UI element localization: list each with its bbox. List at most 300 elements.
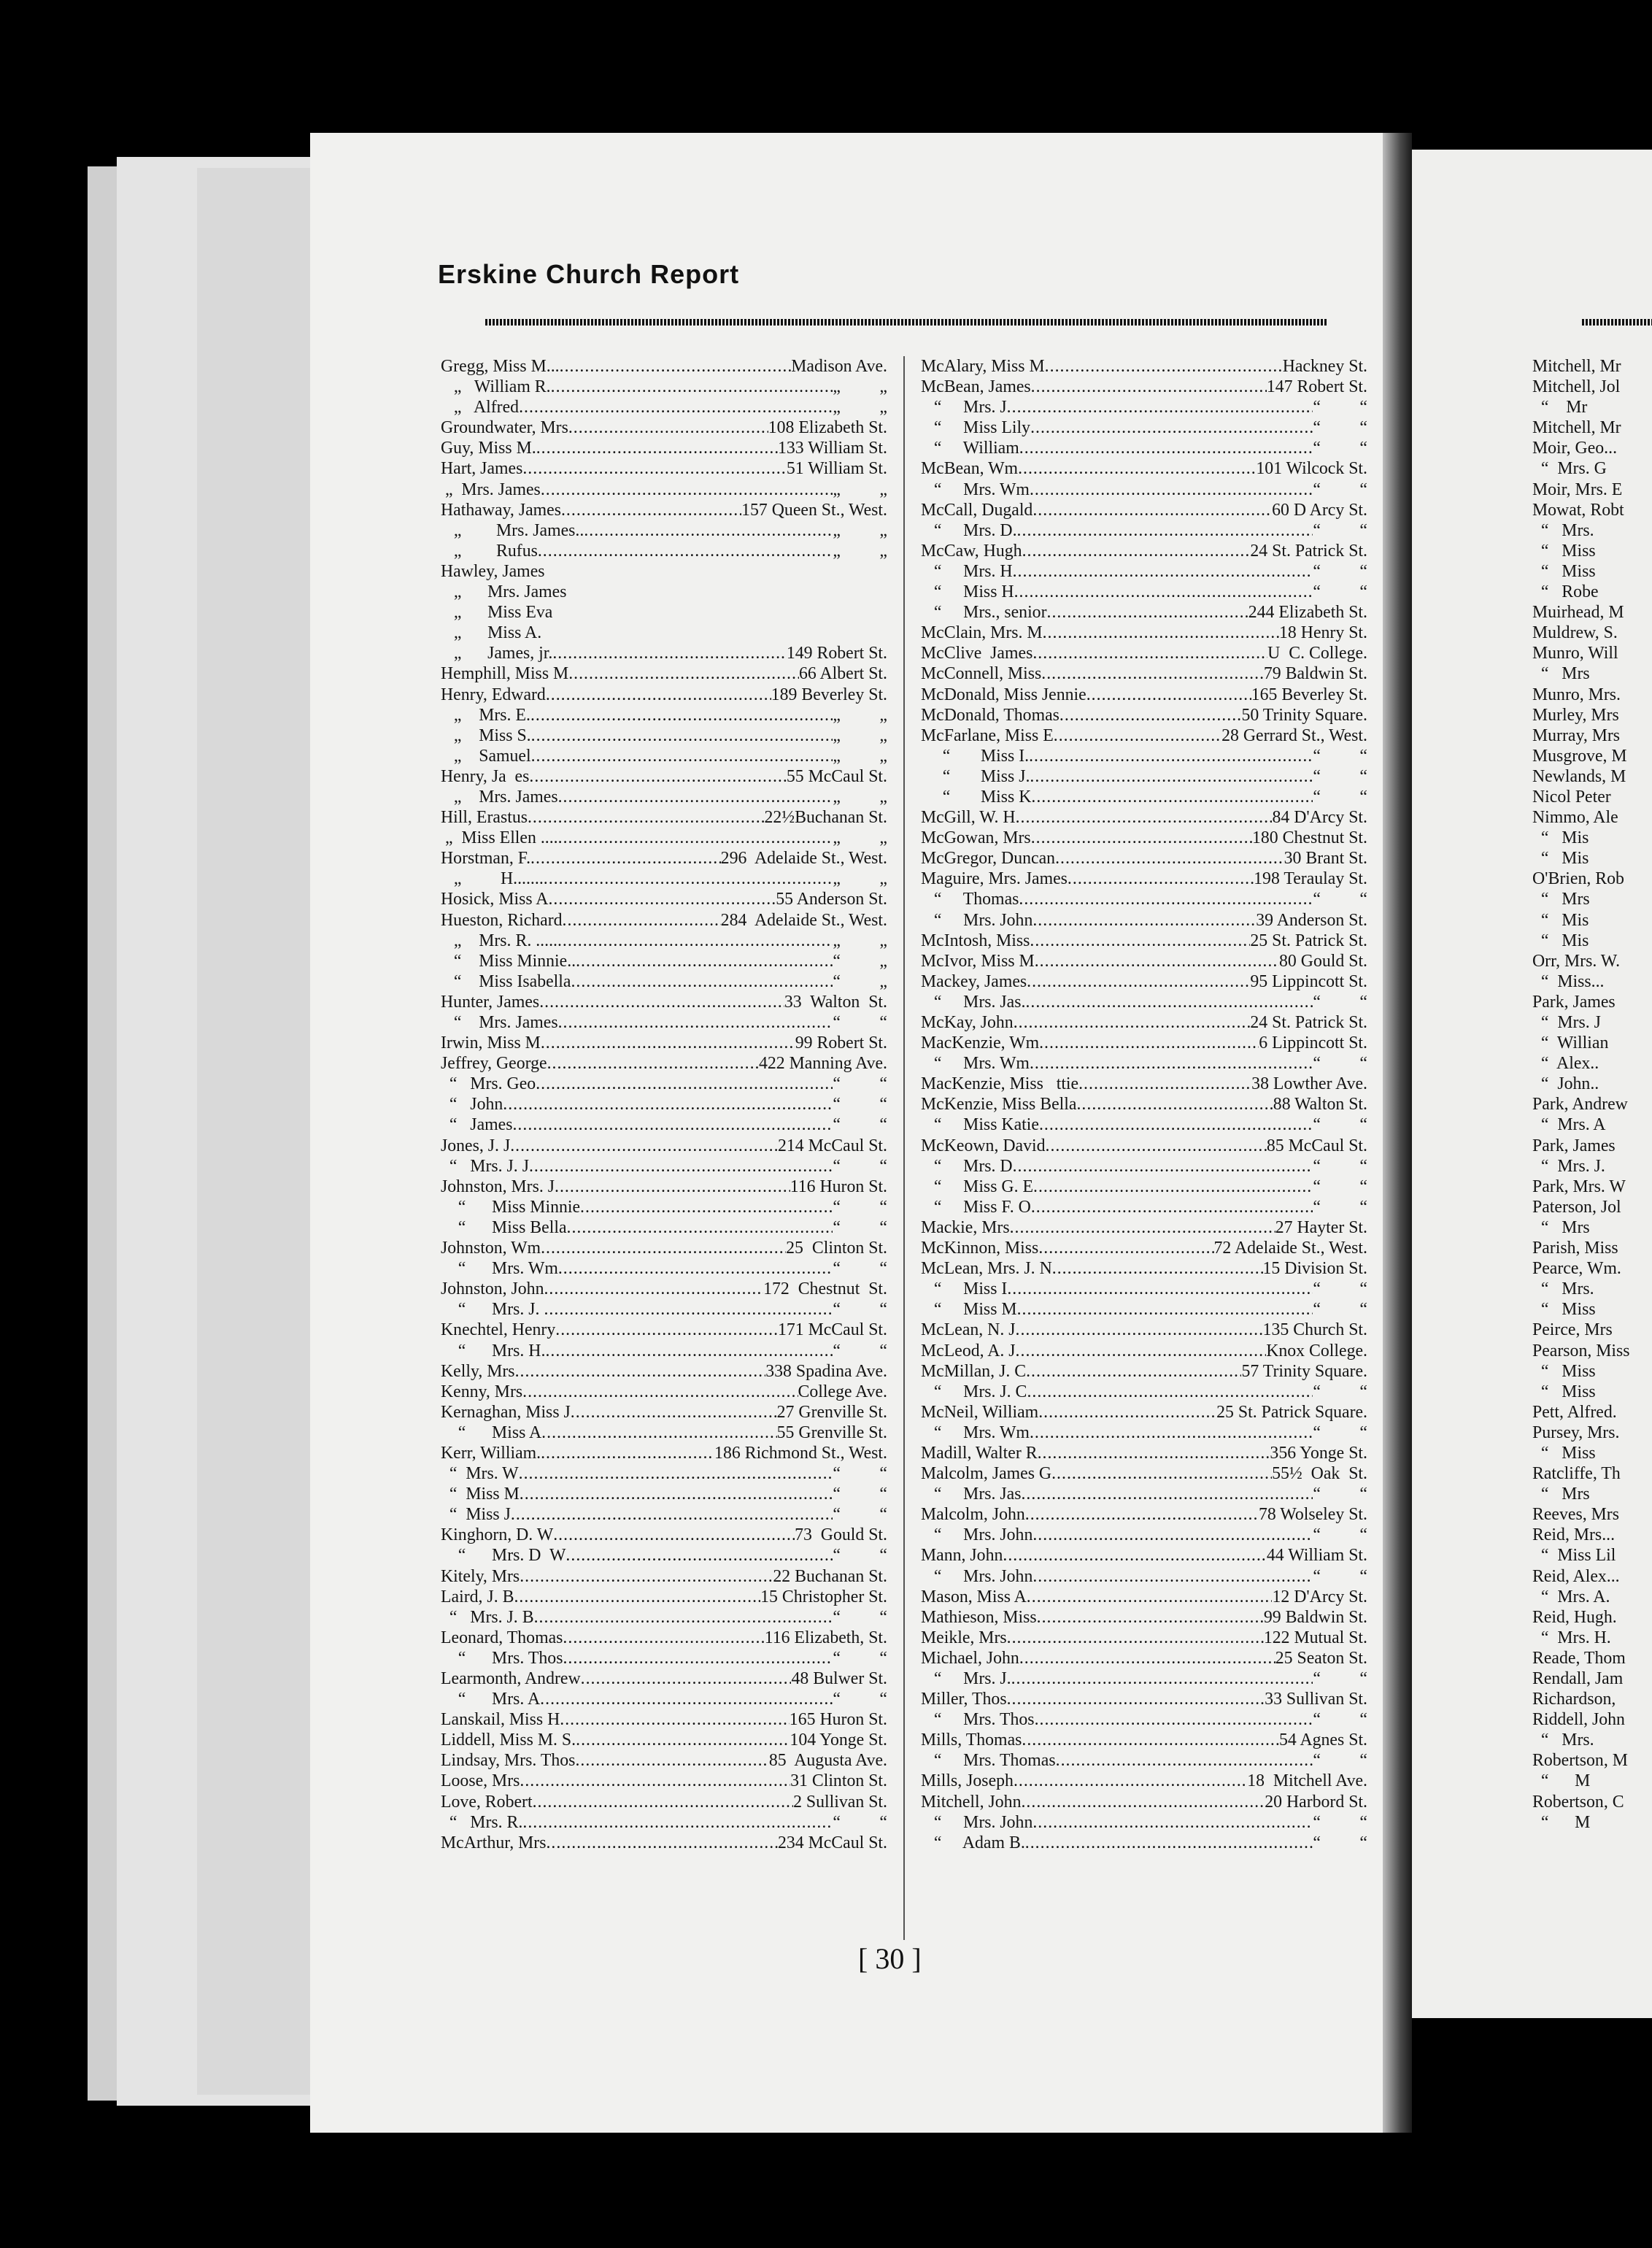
directory-entry	[921, 951, 1367, 971]
entry-address: 55½ Oak St.	[1272, 1464, 1367, 1484]
facing-entry: Park, Mrs. W	[1532, 1177, 1626, 1196]
entry-address: 55 Anderson St.	[776, 890, 887, 909]
entry-name: “ Mrs. John	[921, 1566, 1033, 1586]
directory-entry	[441, 1648, 887, 1668]
directory-entry	[921, 931, 1367, 951]
facing-entry: “ Miss	[1532, 541, 1596, 561]
dot-leader	[561, 500, 741, 520]
directory-entry	[441, 1279, 887, 1299]
entry-address: 25 Clinton St.	[786, 1239, 887, 1258]
facing-entry: “ Miss	[1532, 1443, 1596, 1463]
entry-address: “ “	[1313, 480, 1367, 499]
directory-entry	[441, 1053, 887, 1074]
entry-name: McCaw, Hugh	[921, 541, 1022, 561]
entry-name: McGowan, Mrs	[921, 828, 1031, 848]
entry-name: McBean, James	[921, 377, 1031, 397]
directory-entry	[921, 1382, 1367, 1402]
dot-leader	[1078, 1074, 1251, 1094]
entry-name: „ Miss Eva	[441, 603, 553, 623]
entry-name: Mann, John	[921, 1546, 1003, 1566]
dot-leader	[1047, 602, 1248, 623]
entry-address: 356 Yonge St.	[1270, 1443, 1367, 1463]
entry-address: “ “	[833, 1217, 887, 1237]
facing-entry: “ Miss	[1532, 1361, 1596, 1381]
dot-leader	[1055, 848, 1284, 869]
directory-entry	[441, 561, 887, 582]
directory-entry	[441, 520, 887, 541]
entry-name: Hemphill, Miss M	[441, 664, 569, 684]
dot-leader	[544, 869, 833, 889]
entry-name: “ Mrs. J. J	[441, 1156, 529, 1176]
directory-entry	[921, 1197, 1367, 1217]
entry-address: 6 Lippincott St.	[1259, 1033, 1367, 1053]
entry-address: “ “	[833, 1607, 887, 1627]
directory-entry	[441, 356, 887, 377]
entry-address: 186 Richmond St., West.	[714, 1443, 887, 1463]
directory-entry	[441, 1320, 887, 1340]
directory-entry	[441, 1587, 887, 1607]
entry-name: Loose, Mrs	[441, 1771, 520, 1791]
directory-entry	[921, 889, 1367, 909]
facing-entry: “ Mrs	[1532, 1485, 1590, 1504]
dot-leader	[510, 1136, 778, 1156]
dot-leader	[1017, 520, 1313, 541]
facing-entry: Pearce, Wm.	[1532, 1259, 1621, 1279]
dot-leader	[1030, 480, 1313, 500]
entry-name: “ Adam B.	[921, 1833, 1025, 1852]
entry-name: Groundwater, Mrs	[441, 418, 568, 438]
entry-name: “ Miss F. O	[921, 1197, 1031, 1217]
entry-address: “ “	[1313, 1525, 1367, 1545]
dot-leader	[546, 1833, 777, 1853]
directory-entry	[441, 1341, 887, 1361]
entry-address: “ “	[1313, 992, 1367, 1012]
entry-name: “ Mrs. Wm	[441, 1259, 558, 1279]
facing-entry: Riddell, John	[1532, 1710, 1625, 1730]
entry-name: “ Mrs. R.	[441, 1812, 523, 1832]
directory-entry	[921, 828, 1367, 848]
dot-leader	[1025, 1833, 1313, 1853]
entry-name: „ Mrs. James	[441, 582, 567, 602]
directory-entry	[921, 1504, 1367, 1525]
entry-name: Hart, James	[441, 459, 523, 479]
dot-leader	[584, 520, 833, 541]
directory-entry	[921, 1341, 1367, 1361]
entry-address: 15 Christopher St.	[760, 1587, 887, 1606]
entry-name: “ Miss G. E	[921, 1177, 1034, 1196]
dot-leader	[1032, 1566, 1313, 1587]
entry-address: 66 Albert St.	[799, 664, 887, 684]
dot-leader	[540, 1689, 833, 1709]
facing-entry: “ M	[1532, 1812, 1591, 1832]
entry-name: “ Miss Bella	[441, 1217, 567, 1237]
entry-address: “ “	[1313, 1833, 1367, 1852]
entry-address: “ “	[1313, 1423, 1367, 1442]
directory-entry	[441, 582, 887, 602]
directory-entry	[441, 1668, 887, 1689]
dot-leader	[1017, 1299, 1313, 1320]
directory-entry	[441, 1545, 887, 1566]
facing-entry: Reade, Thom	[1532, 1648, 1626, 1668]
directory-entry	[441, 1012, 887, 1033]
entry-name: Johnston, Wm	[441, 1239, 541, 1258]
directory-entry	[921, 1607, 1367, 1628]
entry-address: “ “	[833, 1095, 887, 1115]
dot-leader	[1035, 1709, 1313, 1730]
entry-address: “ “	[833, 1115, 887, 1135]
entry-name: Hunter, James	[441, 992, 540, 1012]
facing-entry: “ Miss	[1532, 1300, 1596, 1320]
entry-name: Love, Robert	[441, 1792, 533, 1812]
entry-address: 99 Robert St.	[795, 1033, 887, 1053]
entry-name: Mathieson, Miss	[921, 1607, 1037, 1627]
directory-entry	[921, 1750, 1367, 1771]
entry-name: Maguire, Mrs. James	[921, 869, 1068, 889]
facing-entry: “ Mis	[1532, 910, 1589, 930]
facing-entry: “ Mrs. J.	[1532, 1156, 1605, 1176]
entry-address: 84 D'Arcy St.	[1272, 808, 1367, 828]
dot-leader	[1003, 1545, 1267, 1566]
facing-entry: Mitchell, Mr	[1532, 418, 1621, 438]
entry-address: 57 Trinity Square.	[1241, 1361, 1367, 1381]
entry-address: 165 Huron St.	[789, 1710, 887, 1730]
directory-entry	[921, 1833, 1367, 1853]
dot-leader	[533, 1792, 794, 1812]
entry-name: McDonald, Miss Jennie	[921, 685, 1086, 704]
entry-name: Mitchell, John	[921, 1792, 1022, 1812]
dot-leader	[1031, 828, 1252, 848]
dot-leader	[552, 643, 786, 663]
dot-leader	[1035, 951, 1279, 971]
entry-name: Mills, Joseph	[921, 1771, 1014, 1791]
entry-address: 18 Henry St.	[1279, 623, 1367, 643]
directory-entry	[921, 1709, 1367, 1730]
dot-leader	[553, 1525, 795, 1545]
entry-address: 101 Wilcock St.	[1256, 459, 1367, 479]
entry-name: Hawley, James	[441, 561, 545, 581]
dot-leader	[529, 766, 786, 787]
entry-address: 60 D Arcy St.	[1272, 500, 1367, 520]
entry-name: Kerr, William.	[441, 1443, 541, 1463]
entry-name: McClive James	[921, 644, 1033, 663]
directory-entry	[921, 1094, 1367, 1115]
entry-name: „ Miss S.	[441, 725, 531, 745]
entry-address: 18 Mitchell Ave.	[1247, 1771, 1367, 1791]
entry-name: “ Mrs. Wm	[921, 1423, 1030, 1442]
directory-entry	[921, 1177, 1367, 1197]
directory-entry	[921, 1566, 1367, 1587]
dot-leader	[1029, 746, 1313, 766]
entry-name: McGill, W. H	[921, 808, 1016, 828]
entry-address: 116 Elizabeth, St.	[764, 1628, 887, 1647]
entry-address: “ “	[833, 1156, 887, 1176]
entry-name: Malcolm, John	[921, 1505, 1025, 1525]
directory-entry	[441, 500, 887, 520]
entry-name: „ William R.	[441, 377, 551, 397]
entry-name: “ Mrs., senior	[921, 603, 1047, 623]
entry-address: 338 Spadina Ave.	[765, 1361, 887, 1381]
dot-leader	[1076, 1094, 1273, 1115]
dot-leader	[541, 480, 833, 500]
dot-leader	[1046, 1136, 1267, 1156]
directory-entry	[441, 1566, 887, 1587]
entry-address: 104 Yonge St.	[790, 1731, 887, 1750]
directory-entry	[921, 1648, 1367, 1668]
dot-leader	[1030, 931, 1250, 951]
entry-name: “ Mrs. J.	[441, 1300, 544, 1320]
dot-leader	[1021, 1484, 1313, 1504]
directory-entry	[921, 1074, 1367, 1094]
entry-name: „ Mrs. James	[441, 787, 558, 807]
facing-entry: “ Mrs.	[1532, 1731, 1594, 1750]
entry-address: Hackney St.	[1282, 357, 1367, 376]
directory-entry	[441, 951, 887, 971]
facing-entry: “ Mis	[1532, 849, 1589, 869]
directory-entry	[441, 1607, 887, 1628]
facing-entry: “ Mrs.	[1532, 520, 1594, 540]
directory-entry	[921, 1238, 1367, 1258]
entry-address: “ “	[833, 1485, 887, 1504]
dot-leader	[1014, 1771, 1247, 1791]
facing-entry: Reid, Hugh.	[1532, 1607, 1617, 1627]
dot-leader	[544, 1279, 763, 1299]
facing-entry: “ Miss	[1532, 561, 1596, 581]
entry-name: „ Mrs. James..	[441, 520, 584, 540]
entry-name: McNeil, William	[921, 1402, 1039, 1422]
entry-address: 72 Adelaide St., West.	[1213, 1239, 1367, 1258]
facing-entry: Park, Andrew	[1532, 1095, 1628, 1115]
entry-name: McKenzie, Miss Bella	[921, 1095, 1077, 1115]
entry-address: 172 Chestnut St.	[763, 1279, 887, 1299]
entry-address: „ „	[833, 869, 887, 889]
facing-entry: Rendall, Jam	[1532, 1669, 1624, 1688]
directory-entry	[441, 1402, 887, 1423]
dot-leader	[1054, 725, 1221, 746]
directory-entry	[921, 1136, 1367, 1156]
directory-entry	[921, 397, 1367, 417]
entry-name: McLeod, A. J	[921, 1341, 1016, 1360]
dot-leader	[563, 1648, 833, 1668]
dot-leader	[531, 746, 833, 766]
dot-leader	[522, 1812, 833, 1833]
entry-address: “ “	[1313, 1115, 1367, 1135]
entry-address: 95 Lippincott St.	[1250, 971, 1367, 991]
dot-leader	[1038, 1443, 1270, 1463]
dot-leader	[541, 1033, 795, 1053]
entry-name: Irwin, Miss M	[441, 1033, 541, 1053]
entry-name: Johnston, John	[441, 1279, 544, 1299]
entry-address: 2 Sullivan St.	[793, 1792, 887, 1812]
entry-address: “ “	[1313, 1710, 1367, 1730]
dot-leader	[1032, 910, 1256, 931]
entry-name: MacKenzie, Miss ttie	[921, 1074, 1079, 1094]
directory-entry	[921, 1812, 1367, 1833]
dot-leader	[534, 1607, 833, 1628]
dot-leader	[1041, 663, 1264, 684]
facing-entry: Moir, Geo...	[1532, 439, 1618, 458]
directory-entry	[441, 1217, 887, 1238]
entry-name: “ Mrs. John	[921, 910, 1033, 930]
book-page-edge	[197, 168, 328, 2095]
facing-entry: Peirce, Mrs	[1532, 1320, 1613, 1340]
entry-name: “ William	[921, 439, 1019, 458]
directory-entry	[921, 910, 1367, 931]
dot-leader	[1019, 889, 1313, 909]
directory-entry	[921, 480, 1367, 500]
dot-leader	[529, 1156, 833, 1177]
dot-leader	[568, 663, 799, 684]
dot-leader	[1068, 869, 1254, 889]
directory-entry	[441, 1504, 887, 1525]
entry-address: „ „	[833, 787, 887, 807]
dot-leader	[548, 889, 776, 909]
entry-address: “ “	[1313, 418, 1367, 438]
directory-entry	[441, 1628, 887, 1648]
dot-leader	[581, 1668, 792, 1689]
directory-entry	[921, 561, 1367, 582]
entry-address: “ “	[833, 1300, 887, 1320]
directory-entry	[441, 377, 887, 397]
dot-leader	[1007, 1689, 1265, 1709]
entry-address: 79 Baldwin St.	[1263, 664, 1367, 684]
facing-entry: Pursey, Mrs.	[1532, 1423, 1620, 1442]
entry-address: “ “	[833, 1546, 887, 1566]
dot-leader	[530, 705, 833, 725]
dot-leader	[545, 1341, 833, 1361]
directory-entry	[441, 1197, 887, 1217]
dot-leader	[560, 1709, 790, 1730]
entry-name: McClain, Mrs. M	[921, 623, 1043, 643]
directory-entry	[441, 910, 887, 931]
entry-address: 25 Seaton St.	[1275, 1648, 1367, 1668]
entry-name: “ Mrs. J. B	[441, 1607, 534, 1627]
dot-leader	[1025, 1504, 1259, 1525]
entry-address: 55 Grenville St.	[776, 1423, 887, 1442]
entry-name: Lanskail, Miss H	[441, 1710, 560, 1730]
entry-name: “ Mrs. Jas.	[921, 992, 1026, 1012]
entry-name: McAlary, Miss M	[921, 357, 1045, 376]
directory-entry	[441, 828, 887, 848]
dot-leader	[563, 1628, 764, 1648]
facing-entry: Park, James	[1532, 1136, 1616, 1155]
dot-leader	[522, 458, 787, 479]
dot-leader	[1086, 685, 1251, 705]
dot-leader	[1037, 1607, 1264, 1628]
directory-entry	[441, 1689, 887, 1709]
dot-leader	[558, 1258, 833, 1279]
directory-entry	[441, 1033, 887, 1053]
entry-name: „ H.......	[441, 869, 544, 889]
directory-entry	[921, 766, 1367, 787]
entry-address: „ „	[833, 828, 887, 848]
directory-entry	[921, 705, 1367, 725]
entry-name: Madill, Walter R	[921, 1443, 1038, 1463]
entry-address: U C. College.	[1267, 644, 1367, 663]
dot-leader	[557, 931, 833, 951]
facing-entry: Robertson, M	[1532, 1751, 1628, 1771]
dot-leader	[1045, 356, 1283, 377]
entry-address: College Ave.	[798, 1382, 887, 1401]
directory-entry	[441, 1156, 887, 1177]
entry-address: 33 Sullivan St.	[1265, 1690, 1367, 1709]
directory-entry	[921, 787, 1367, 807]
facing-entry: Munro, Mrs.	[1532, 685, 1621, 704]
dot-leader	[558, 787, 833, 807]
entry-name: Miller, Thos	[921, 1690, 1007, 1709]
facing-entry: Park, James	[1532, 992, 1616, 1012]
page-title: Erskine Church Report	[438, 259, 740, 289]
facing-entry: Pett, Alfred.	[1532, 1402, 1617, 1422]
entry-name: “ Miss Minnie	[441, 1197, 581, 1217]
dot-leader	[536, 1074, 833, 1094]
entry-address: 12 D'Arcy St.	[1272, 1587, 1367, 1606]
entry-address: “ “	[1313, 520, 1367, 540]
entry-name: Lindsay, Mrs. Thos	[441, 1751, 576, 1771]
entry-name: McLean, Mrs. J. N	[921, 1259, 1052, 1279]
entry-address: 78 Wolseley St.	[1258, 1505, 1367, 1525]
entry-name: McKay, John	[921, 1013, 1014, 1032]
entry-name: Malcolm, James G	[921, 1464, 1052, 1484]
dot-leader	[1007, 397, 1313, 417]
directory-entry	[441, 1750, 887, 1771]
directory-entry	[921, 1423, 1367, 1443]
directory-entry	[441, 1382, 887, 1402]
entry-name: Horstman, F.	[441, 849, 531, 869]
directory-entry	[441, 1074, 887, 1094]
entry-name: „ Mrs. E.	[441, 705, 530, 725]
dot-leader	[547, 1053, 759, 1074]
directory-entry	[921, 1730, 1367, 1750]
dot-leader	[531, 725, 833, 746]
dot-leader	[1059, 705, 1242, 725]
entry-address: 116 Huron St.	[790, 1177, 887, 1196]
directory-entry	[921, 1792, 1367, 1812]
entry-name: „ Mrs. R. .....	[441, 931, 557, 950]
entry-name: “ Mrs. H	[921, 561, 1013, 581]
directory-entry	[921, 417, 1367, 438]
directory-entry	[921, 1484, 1367, 1504]
entry-address: “ “	[1313, 439, 1367, 458]
dot-leader	[1031, 1197, 1313, 1217]
directory-entry	[921, 1320, 1367, 1340]
entry-name: “ James	[441, 1115, 513, 1135]
facing-entry: Mitchell, Jol	[1532, 377, 1621, 397]
dot-leader	[544, 1299, 833, 1320]
dot-leader	[536, 438, 778, 458]
directory-entry	[441, 1299, 887, 1320]
entry-name: “ Mrs. J.	[921, 1669, 1011, 1688]
facing-entry: “ Willian	[1532, 1033, 1609, 1053]
directory-entry	[441, 623, 887, 643]
directory-entry	[441, 1115, 887, 1135]
dot-leader	[530, 848, 721, 869]
entry-address: „ „	[833, 725, 887, 745]
facing-entry: Reid, Mrs...	[1532, 1525, 1616, 1545]
dot-leader	[1032, 500, 1272, 520]
directory-entry	[921, 1463, 1367, 1484]
entry-address: “ “	[1313, 1279, 1367, 1299]
entry-name: McBean, Wm	[921, 459, 1019, 479]
entry-address: 171 McCaul St.	[777, 1320, 887, 1340]
facing-entry: Moir, Mrs. E	[1532, 480, 1623, 499]
dot-leader	[571, 971, 833, 992]
entry-name: Mills, Thomas	[921, 1731, 1022, 1750]
entry-name: “ Miss Isabella	[441, 971, 571, 991]
facing-entry: “ Mrs. H.	[1532, 1628, 1611, 1647]
dot-leader	[520, 1771, 790, 1791]
dot-leader	[538, 541, 833, 561]
entry-address: 24 St. Patrick St.	[1250, 1013, 1367, 1032]
